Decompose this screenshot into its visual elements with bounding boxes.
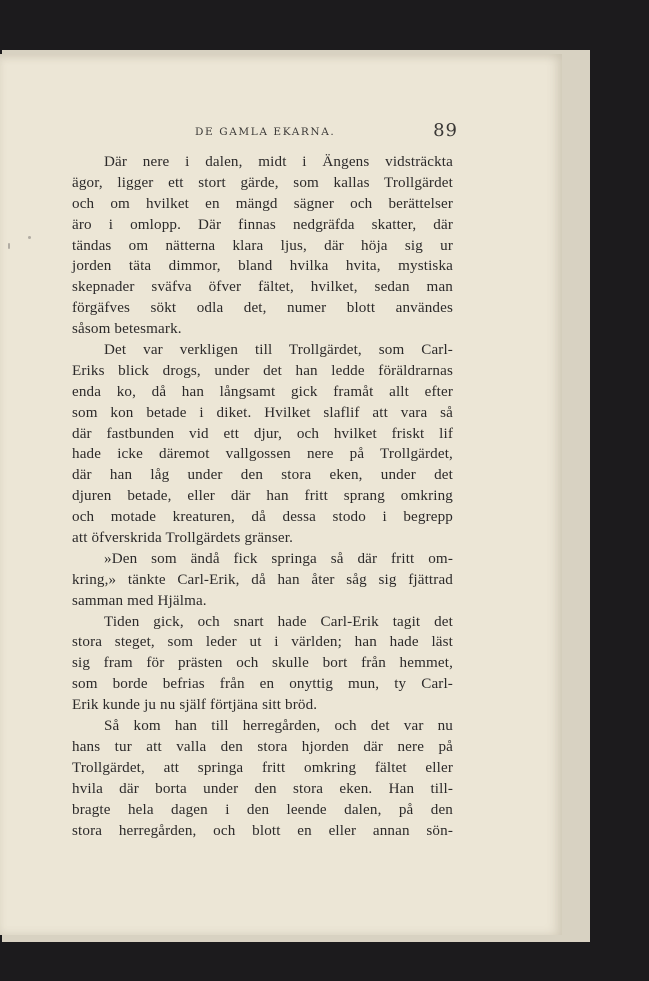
text-line: hvila där borta under den stora eken. Han till- xyxy=(72,780,453,797)
text-line: Så kom han till herregården, och det var nu xyxy=(104,718,453,735)
text-line: där fastbunden vid ett djur, och hvilket friskt lif xyxy=(72,425,453,442)
paper-speck xyxy=(8,243,10,249)
text-line: som borde befrias från en onyttig mun, ty Carl- xyxy=(72,676,453,693)
text-line: hade icke däremot vallgossen nere på Trollgärdet, xyxy=(72,446,453,463)
text-line: djuren betade, eller där han fritt sprang omkring xyxy=(72,488,453,505)
text-line: Erik kunde ju nu själf förtjäna sitt bröd. xyxy=(72,697,318,714)
text-line: enda ko, då han långsamt gick framåt allt efter xyxy=(72,383,453,400)
text-line: sig fram för prästen och skulle bort från hemmet, xyxy=(72,655,453,672)
text-line: och motade kreaturen, då dessa stodo i begrepp xyxy=(72,509,453,526)
text-line: stora herregården, och blott en eller annan sön- xyxy=(72,822,453,839)
text-line: förgäfves sökt odla det, numer blott användes xyxy=(72,300,453,317)
text-line: Trollgärdet, att springa fritt omkring fältet eller xyxy=(72,759,453,776)
text-line: som kon betade i diket. Hvilket slaflif att vara så xyxy=(72,404,453,421)
text-line: skepnader sväfva öfver fältet, hvilket, sedan man xyxy=(72,279,453,296)
text-line: tändas om nätterna klara ljus, där höja sig ur xyxy=(72,237,453,254)
running-title: DE GAMLA EKARNA. xyxy=(195,126,336,138)
text-line: ägor, ligger ett stort gärde, som kallas Trollgärdet xyxy=(72,174,453,191)
text-line: att öfverskrida Trollgärdets gränser. xyxy=(72,530,294,547)
text-line: bragte hela dagen i den leende dalen, på den xyxy=(72,801,453,818)
text-line: såsom betesmark. xyxy=(72,321,182,338)
page-number: 89 xyxy=(433,120,458,141)
text-line: stora steget, som leder ut i världen; han hade läst xyxy=(72,634,453,651)
text-line: Det var verkligen till Trollgärdet, som Carl- xyxy=(104,342,453,359)
text-line: jorden täta dimmor, bland hvilka hvita, mystiska xyxy=(72,258,453,275)
body-text xyxy=(72,152,453,841)
text-line: hans tur att valla den stora hjorden där nere på xyxy=(72,738,453,755)
text-line: samman med Hjälma. xyxy=(72,592,207,609)
text-line: Där nere i dalen, midt i Ängens vidsträckta xyxy=(104,154,453,170)
text-line: äro i omlopp. Där finnas nedgräfda skatter, där xyxy=(72,216,453,233)
text-line: Tiden gick, och snart hade Carl-Erik tagit det xyxy=(104,613,453,630)
text-line: »Den som ändå fick springa så där fritt om- xyxy=(104,550,453,567)
text-line: och om hvilket en mängd sägner och berättelser xyxy=(72,195,453,212)
text-line: där han låg under den stora eken, under det xyxy=(72,467,453,484)
text-line: kring,» tänkte Carl-Erik, då han åter såg sig fjättrad xyxy=(72,571,453,588)
text-line: Eriks blick drogs, under det han ledde föräldrarnas xyxy=(72,362,453,379)
paper-speck xyxy=(28,236,31,239)
running-head xyxy=(72,120,458,144)
